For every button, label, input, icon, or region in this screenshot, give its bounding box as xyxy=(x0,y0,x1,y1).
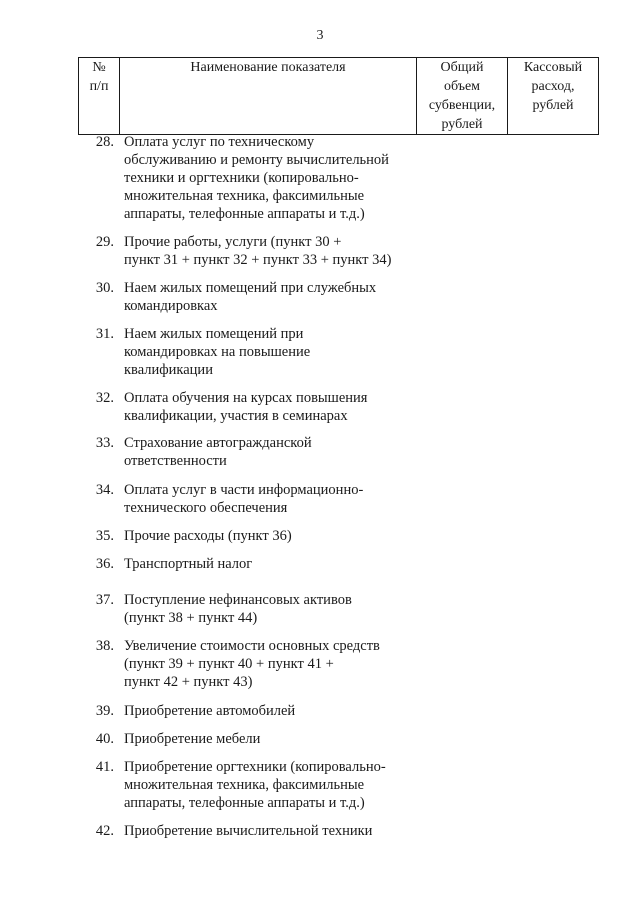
row-label: Наем жилых помещений при служебных командировках xyxy=(124,280,377,314)
row-number: 37. xyxy=(95,592,114,608)
row-number: 38. xyxy=(95,638,114,654)
row-number: 28. xyxy=(95,134,114,150)
row-label: Прочие работы, услуги (пункт 30 + пункт 31 + пункт 32 + пункт 33 + пункт 34) xyxy=(124,234,392,268)
row-number: 42. xyxy=(95,823,114,839)
row-label: Приобретение автомобилей xyxy=(124,703,296,719)
row-number: 29. xyxy=(95,234,114,250)
header-total-cell: Общий объем субвенции, рублей xyxy=(417,58,508,135)
row-label: Поступление нефинансовых активов (пункт 38 + пункт 44) xyxy=(124,592,352,626)
row-label: Оплата услуг по техническому обслуживанию и ремонту вычислительной техники и оргтехники (копировально- множительная техника, факсимильные аппараты, телефонные аппараты и т.д.) xyxy=(124,134,389,222)
row-label: Приобретение вычислительной техники xyxy=(124,823,373,839)
row-number: 36. xyxy=(95,556,114,572)
row-number: 40. xyxy=(95,731,114,747)
row-number: 31. xyxy=(95,326,114,342)
page-number: 3 xyxy=(316,28,324,43)
row-label: Приобретение оргтехники (копировально- множительная техника, факсимильные аппараты, телефонные аппараты и т.д.) xyxy=(124,759,386,811)
row-label: Приобретение мебели xyxy=(124,731,261,747)
header-cash-cell: Кассовый расход, рублей xyxy=(508,58,599,135)
row-number: 41. xyxy=(95,759,114,775)
row-label: Наем жилых помещений при командировках на повышение квалификации xyxy=(124,326,311,378)
row-label: Страхование автогражданской ответственности xyxy=(124,435,312,469)
header-num-cell: № п/п xyxy=(79,58,120,135)
row-label: Транспортный налог xyxy=(124,556,253,572)
row-number: 34. xyxy=(95,482,114,498)
row-label: Оплата обучения на курсах повышения квалификации, участия в семинарах xyxy=(124,390,368,424)
row-number: 39. xyxy=(95,703,114,719)
header-name-cell: Наименование показателя xyxy=(120,58,417,135)
row-label: Оплата услуг в части информационно- технического обеспечения xyxy=(124,482,364,516)
row-label: Увеличение стоимости основных средств (пункт 39 + пункт 40 + пункт 41 + пункт 42 + пункт 43) xyxy=(124,638,380,690)
row-label: Прочие расходы (пункт 36) xyxy=(124,528,292,544)
row-number: 32. xyxy=(95,390,114,406)
row-number: 33. xyxy=(95,435,114,451)
row-number: 35. xyxy=(95,528,114,544)
row-number: 30. xyxy=(95,280,114,296)
